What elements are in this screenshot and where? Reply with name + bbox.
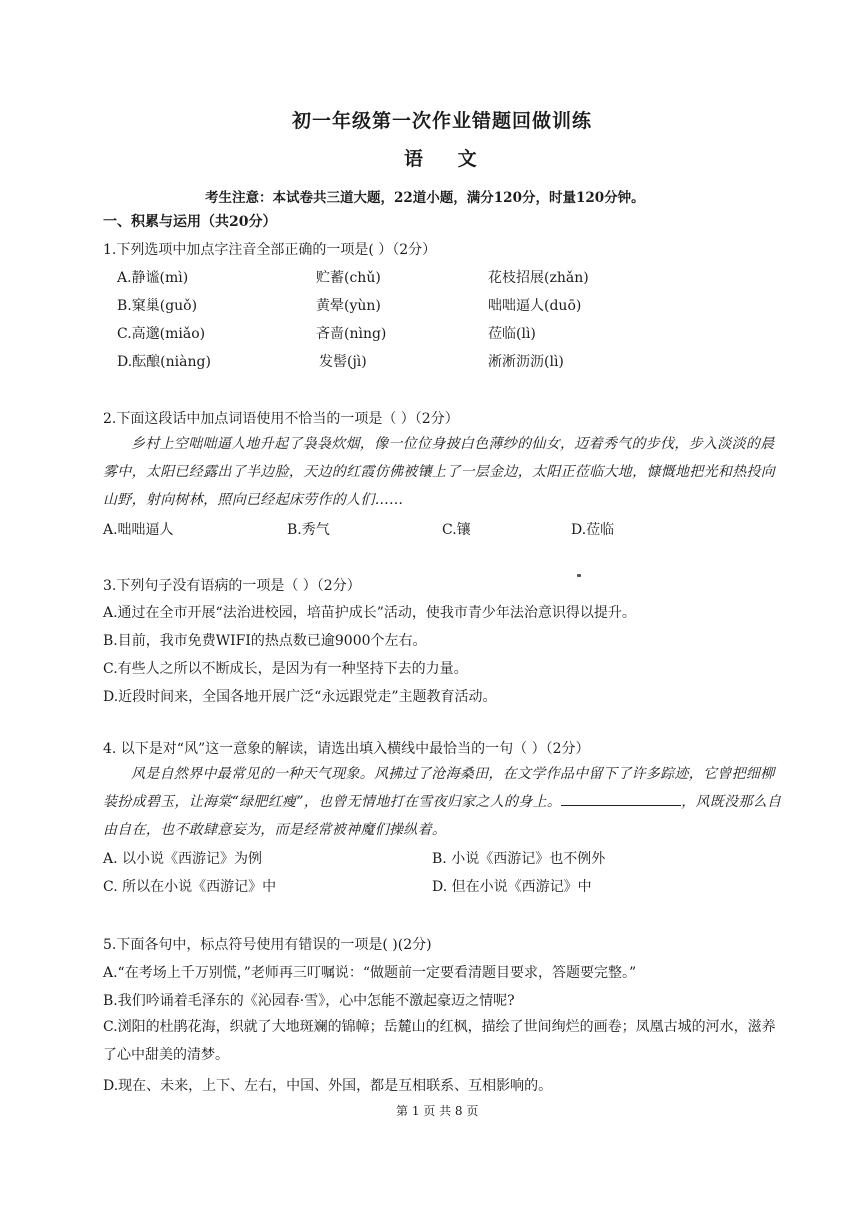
q4-option-b: B. 小说《西游记》也不例外 — [432, 851, 606, 867]
q1-option-c-1: C.高邈(miǎo) — [117, 326, 206, 342]
question-4-passage-before: 风是自然界中最常见的一种天气现象。风拂过了沧海桑田，在文学作品中留下了许多踪迹，它曾把细柳装扮成碧玉，让海棠“绿肥红瘦”，也曾无情地打在雪夜归家之人的身上。 — [103, 766, 775, 810]
question-2-passage-text: 乡村上空咄咄逼人地升起了袅袅炊烟，像一位位身披白色薄纱的仙女，迈着秀气的步伐，步入淡淡的晨雾中，太阳已经露出了半边脸，天边的红霞仿佛被镶上了一层金边，太阳正莅临大地，慷慨地把光和热投向山野，射向树林，照向已经起床劳作的人们…… — [103, 436, 776, 508]
q4-option-a: A. 以小说《西游记》为例 — [103, 851, 263, 867]
question-4-stem: 4. 以下是对“风”这一意象的解读，请选出填入横线中最恰当的一句（ ）（2分） — [103, 741, 590, 757]
question-4-passage-after: ，风既没那么自由自在，也不敢肆意妄为，而是经常被神魔们操纵着。 — [103, 794, 782, 838]
q5-option-c: C.浏阳的杜鹃花海，织就了大地斑斓的锦幛；岳麓山的红枫，描绘了世间绚烂的画卷；凤凰古城的河水，滋养了心中甜美的清梦。 — [103, 1019, 776, 1063]
subject-title: 语 文 — [404, 148, 491, 170]
q1-option-a-2: 贮蓄(chǔ) — [316, 270, 381, 286]
q1-option-b-3: 咄咄逼人(duō) — [488, 298, 582, 314]
q5-option-a: A.“在考场上千万别慌，”老师再三叮嘱说：“做题前一定要看清题目要求，答题要完整。” — [103, 965, 637, 981]
question-4-passage — [103, 760, 783, 844]
q1-option-c-3: 莅临(lì) — [488, 326, 536, 342]
q2-option-a: A.咄咄逼人 — [103, 522, 174, 538]
question-3-stem: 3.下列句子没有语病的一项是（ ）（2分） — [103, 578, 361, 594]
scan-speck — [577, 574, 581, 577]
q3-option-b: B.目前，我市免费WIFI的热点数已逾9000个左右。 — [103, 633, 427, 649]
q1-option-a-1: A.静谧(mì) — [117, 270, 189, 286]
q3-option-c: C.有些人之所以不断成长，是因为有一种坚持下去的力量。 — [103, 661, 468, 677]
q1-option-d-2: 发髻(jì) — [319, 354, 367, 370]
page-title: 初一年级第一次作业错题回做训练 — [292, 110, 593, 132]
q2-option-c: C.镶 — [442, 522, 471, 538]
q1-option-a-3: 花枝招展(zhǎn) — [488, 270, 589, 286]
q3-option-d: D.近段时间来，全国各地开展广泛“永远跟党走”主题教育活动。 — [103, 689, 497, 705]
answer-blank — [561, 791, 681, 806]
q5-option-b: B.我们吟诵着毛泽东的《沁园春·雪》，心中怎能不激起豪迈之情呢? — [103, 993, 515, 1009]
question-1-stem: 1.下列选项中加点字注音全部正确的一项是( ）（2分） — [103, 242, 437, 258]
section-heading: 一、积累与运用（共20分） — [103, 214, 277, 230]
q1-option-b-1: B.窠巢(guǒ) — [117, 298, 198, 314]
q2-option-b: B.秀气 — [287, 522, 330, 538]
page-number: 第 1 页 共 8 页 — [396, 1104, 479, 1118]
q5-option-d: D.现在、未来，上下、左右，中国、外国，都是互相联系、互相影响的。 — [103, 1078, 553, 1094]
question-2-passage — [103, 430, 783, 514]
q1-option-d-3: 淅淅沥沥(lì) — [488, 354, 564, 370]
q1-option-d-1: D.酝酿(niàng) — [117, 354, 211, 370]
q2-option-d: D.莅临 — [571, 522, 615, 538]
q3-option-a: A.通过在全市开展“法治进校园，培苗护成长”活动，使我市青少年法治意识得以提升。 — [103, 605, 636, 621]
q4-option-c: C. 所以在小说《西游记》中 — [103, 879, 277, 895]
exam-notice: 考生注意：本试卷共三道大题，22道小题，满分120分，时量120分钟。 — [205, 190, 645, 206]
q1-option-b-2: 黄晕(yùn) — [316, 298, 381, 314]
question-5-stem: 5.下面各句中，标点符号使用有错误的一项是( )(2分) — [103, 937, 432, 953]
q1-option-c-2: 吝啬(nìng) — [316, 326, 387, 342]
q4-option-d: D. 但在小说《西游记》中 — [432, 879, 592, 895]
question-2-stem: 2.下面这段话中加点词语使用不恰当的一项是（ ）（2分） — [103, 411, 459, 427]
